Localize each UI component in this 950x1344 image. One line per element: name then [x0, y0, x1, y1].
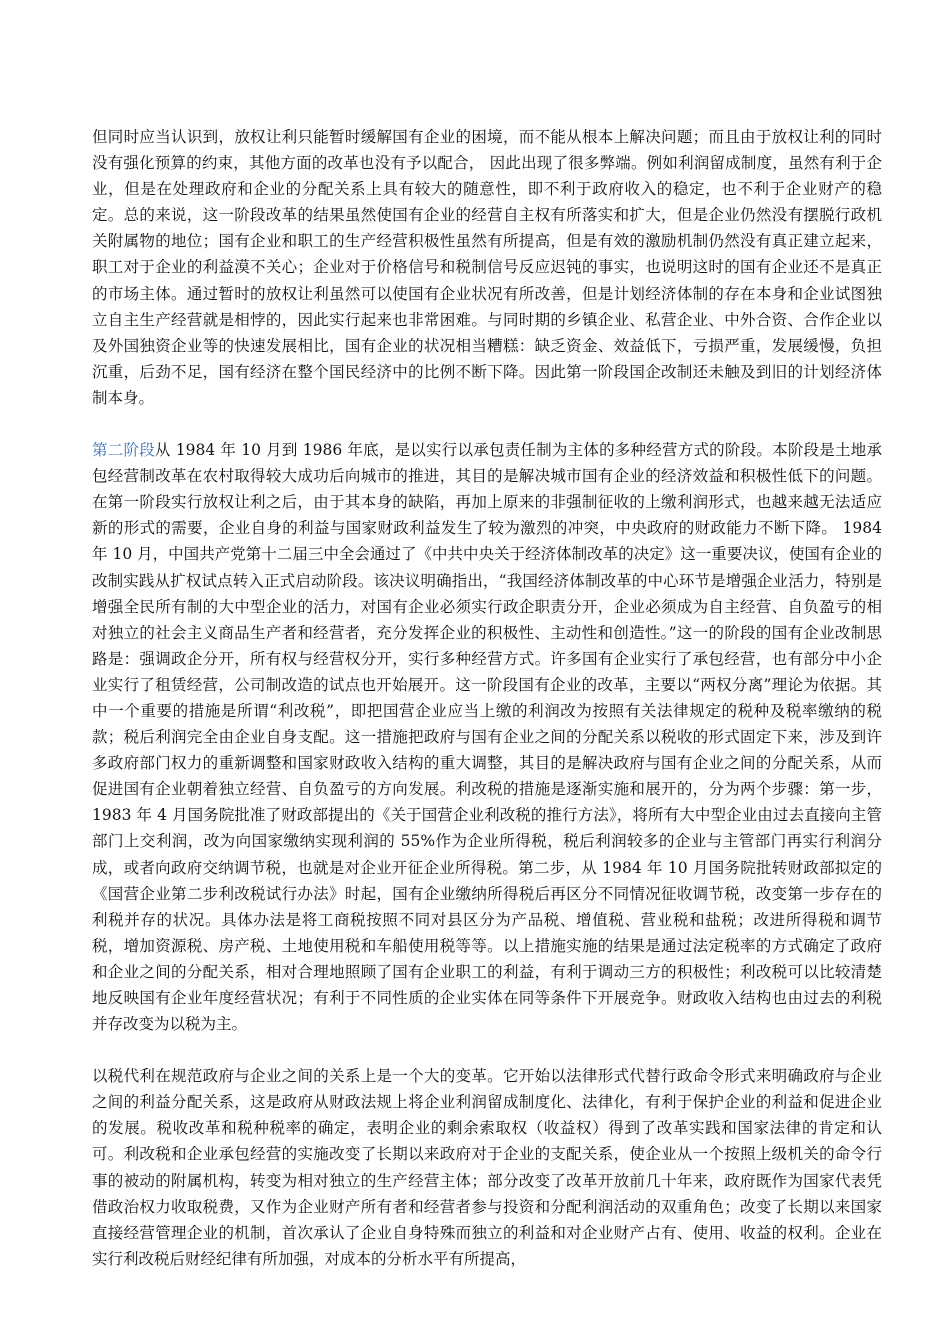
paragraph-2-body: 从 1984 年 10 月到 1986 年底，是以实行以承包责任制为主体的多种经营方式的阶段。本阶段是土地承包经营制改革在农村取得较大成功后向城市的推进，其目的是解决城市国有企业的经济效益和积极性低下的问题。在第一阶段实行放权让利之后，由于其本身的缺陷，再加上原来的非强制征收的上缴利润形式，也越来越无法适应新的形式的需要，企业自身的利益与国家财政利益发生了较为激烈的冲突，中央政府的财政能力不断下降。 1984 年 10 月，中国共产党第十二届三中全会通过了《中共中央关于经济体制改革的决定》这一重要决议，使国有企业的改制实践从扩权试点转入正式启动阶段。该决议明确指出，“我国经济体制改革的中心环节是增强企业活力，特别是增强全民所有制的大中型企业的活力，对国有企业必须实行政企职责分开，企业必须成为自主经营、自负盈亏的相对独立的社会主义商品生产者和经营者，充分发挥企业的积极性、主动性和创造性。”这一的阶段的国有企业改制思路是：强调政企分开，所有权与经营权分开，实行多种经营方式。许多国有企业实行了承包经营，也有部分中小企业实行了租赁经营，公司制改造的试点也开始展开。这一阶段国有企业的改革，主要以“两权分离”理论为依据。其中一个重要的措施是所谓“利改税”，即把国营企业应当上缴的利润改为按照有关法律规定的税种及税率缴纳的税款；税后利润完全由企业自身支配。这一措施把政府与国有企业之间的分配关系以税收的形式固定下来，涉及到许多政府部门权力的重新调整和国家财政收入结构的重大调整，其目的是解决政府与国有企业之间的分配关系，从而促进国有企业朝着独立经营、自负盈亏的方向发展。利改税的措施是逐渐实施和展开的，分为两个步骤：第一步，1983 年 4 月国务院批准了财政部提出的《关于国营企业利改税的推行方法》，将所有大中型企业由过去直接向主管部门上交利润，改为向国家缴纳实现利润的 55%作为企业所得税，税后利润较多的企业与主管部门再实行利润分成，或者向政府交纳调节税，也就是对企业开征企业所得税。第二步，从 1984 年 10 月国务院批转财政部拟定的《国营企业第二步利改税试行办法》时起，国有企业缴纳所得税后再区分不同情况征收调节税，改变第一步存在的利税并存的状况。具体办法是将工商税按照不同对县区分为产品税、增值税、营业税和盐税；改进所得税和调节税，增加资源税、房产税、土地使用税和车船使用税等等。以上措施实施的结果是通过法定税率的方式确定了政府和企业之间的分配关系，相对合理地照顾了国有企业职工的利益，有利于调动三方的积极性；利改税可以比较清楚地反映国有企业年度经营状况；有利于不同性质的企业实体在同等条件下开展竞争。财政收入结构也由过去的利税并存改变为以税为主。	[92, 441, 882, 1034]
paragraph-1: 但同时应当认识到，放权让利只能暂时缓解国有企业的困境，而不能从根本上解决问题；而且由于放权让利的同时没有强化预算的约束，其他方面的改革也没有予以配合， 因此出现了很多弊端。例如利润留成制度，虽然有利于企业，但是在处理政府和企业的分配关系上具有较大的随意性，即不利于政府收入的稳定，也不利于企业财产的稳定。总的来说，这一阶段改革的结果虽然使国有企业的经营自主权有所落实和扩大，但是企业仍然没有摆脱行政机关附属物的地位；国有企业和职工的生产经营积极性虽然有所提高，但是有效的激励机制仍然没有真正建立起来，职工对于企业的利益漠不关心；企业对于价格信号和税制信号反应迟钝的事实，也说明这时的国有企业还不是真正的市场主体。通过暂时的放权让利虽然可以使国有企业状况有所改善，但是计划经济体制的存在本身和企业试图独立自主生产经营就是相悖的，因此实行起来也非常困难。与同时期的乡镇企业、私营企业、中外合资、合作企业以及外国独资企业等的快速发展相比，国有企业的状况相当糟糕：缺乏资金、效益低下，亏损严重，发展缓慢，负担沉重，后劲不足，国有经济在整个国民经济中的比例不断下降。因此第一阶段国企改制还未触及到旧的计划经济体制本身。	[92, 128, 882, 407]
paragraph-3: 以税代利在规范政府与企业之间的关系上是一个大的变革。它开始以法律形式代替行政命令形式来明确政府与企业之间的利益分配关系，这是政府从财政法规上将企业利润留成制度化、法律化，有利于保护企业的利益和促进企业的发展。税收改革和税种税率的确定，表明企业的剩余索取权（收益权）得到了改革实践和国家法律的肯定和认可。利改税和企业承包经营的实施改变了长期以来政府对于企业的支配关系，使企业从一个按照上级机关的命令行事的被动的附属机构，转变为相对独立的生产经营主体；部分改变了改革开放前几十年来，政府既作为国家代表凭借政治权力收取税费，又作为企业财产所有者和经营者参与投资和分配利润活动的双重角色；改变了长期以来国家直接经营管理企业的机制，首次承认了企业自身特殊而独立的利益和对企业财产占有、使用、收益的权利。企业在实行利改税后财经纪律有所加强，对成本的分析水平有所提高，	[92, 1067, 882, 1268]
document-page	[92, 124, 882, 1272]
paragraph-2	[92, 437, 882, 1037]
stage-two-link[interactable]: 第二阶段	[92, 441, 155, 460]
